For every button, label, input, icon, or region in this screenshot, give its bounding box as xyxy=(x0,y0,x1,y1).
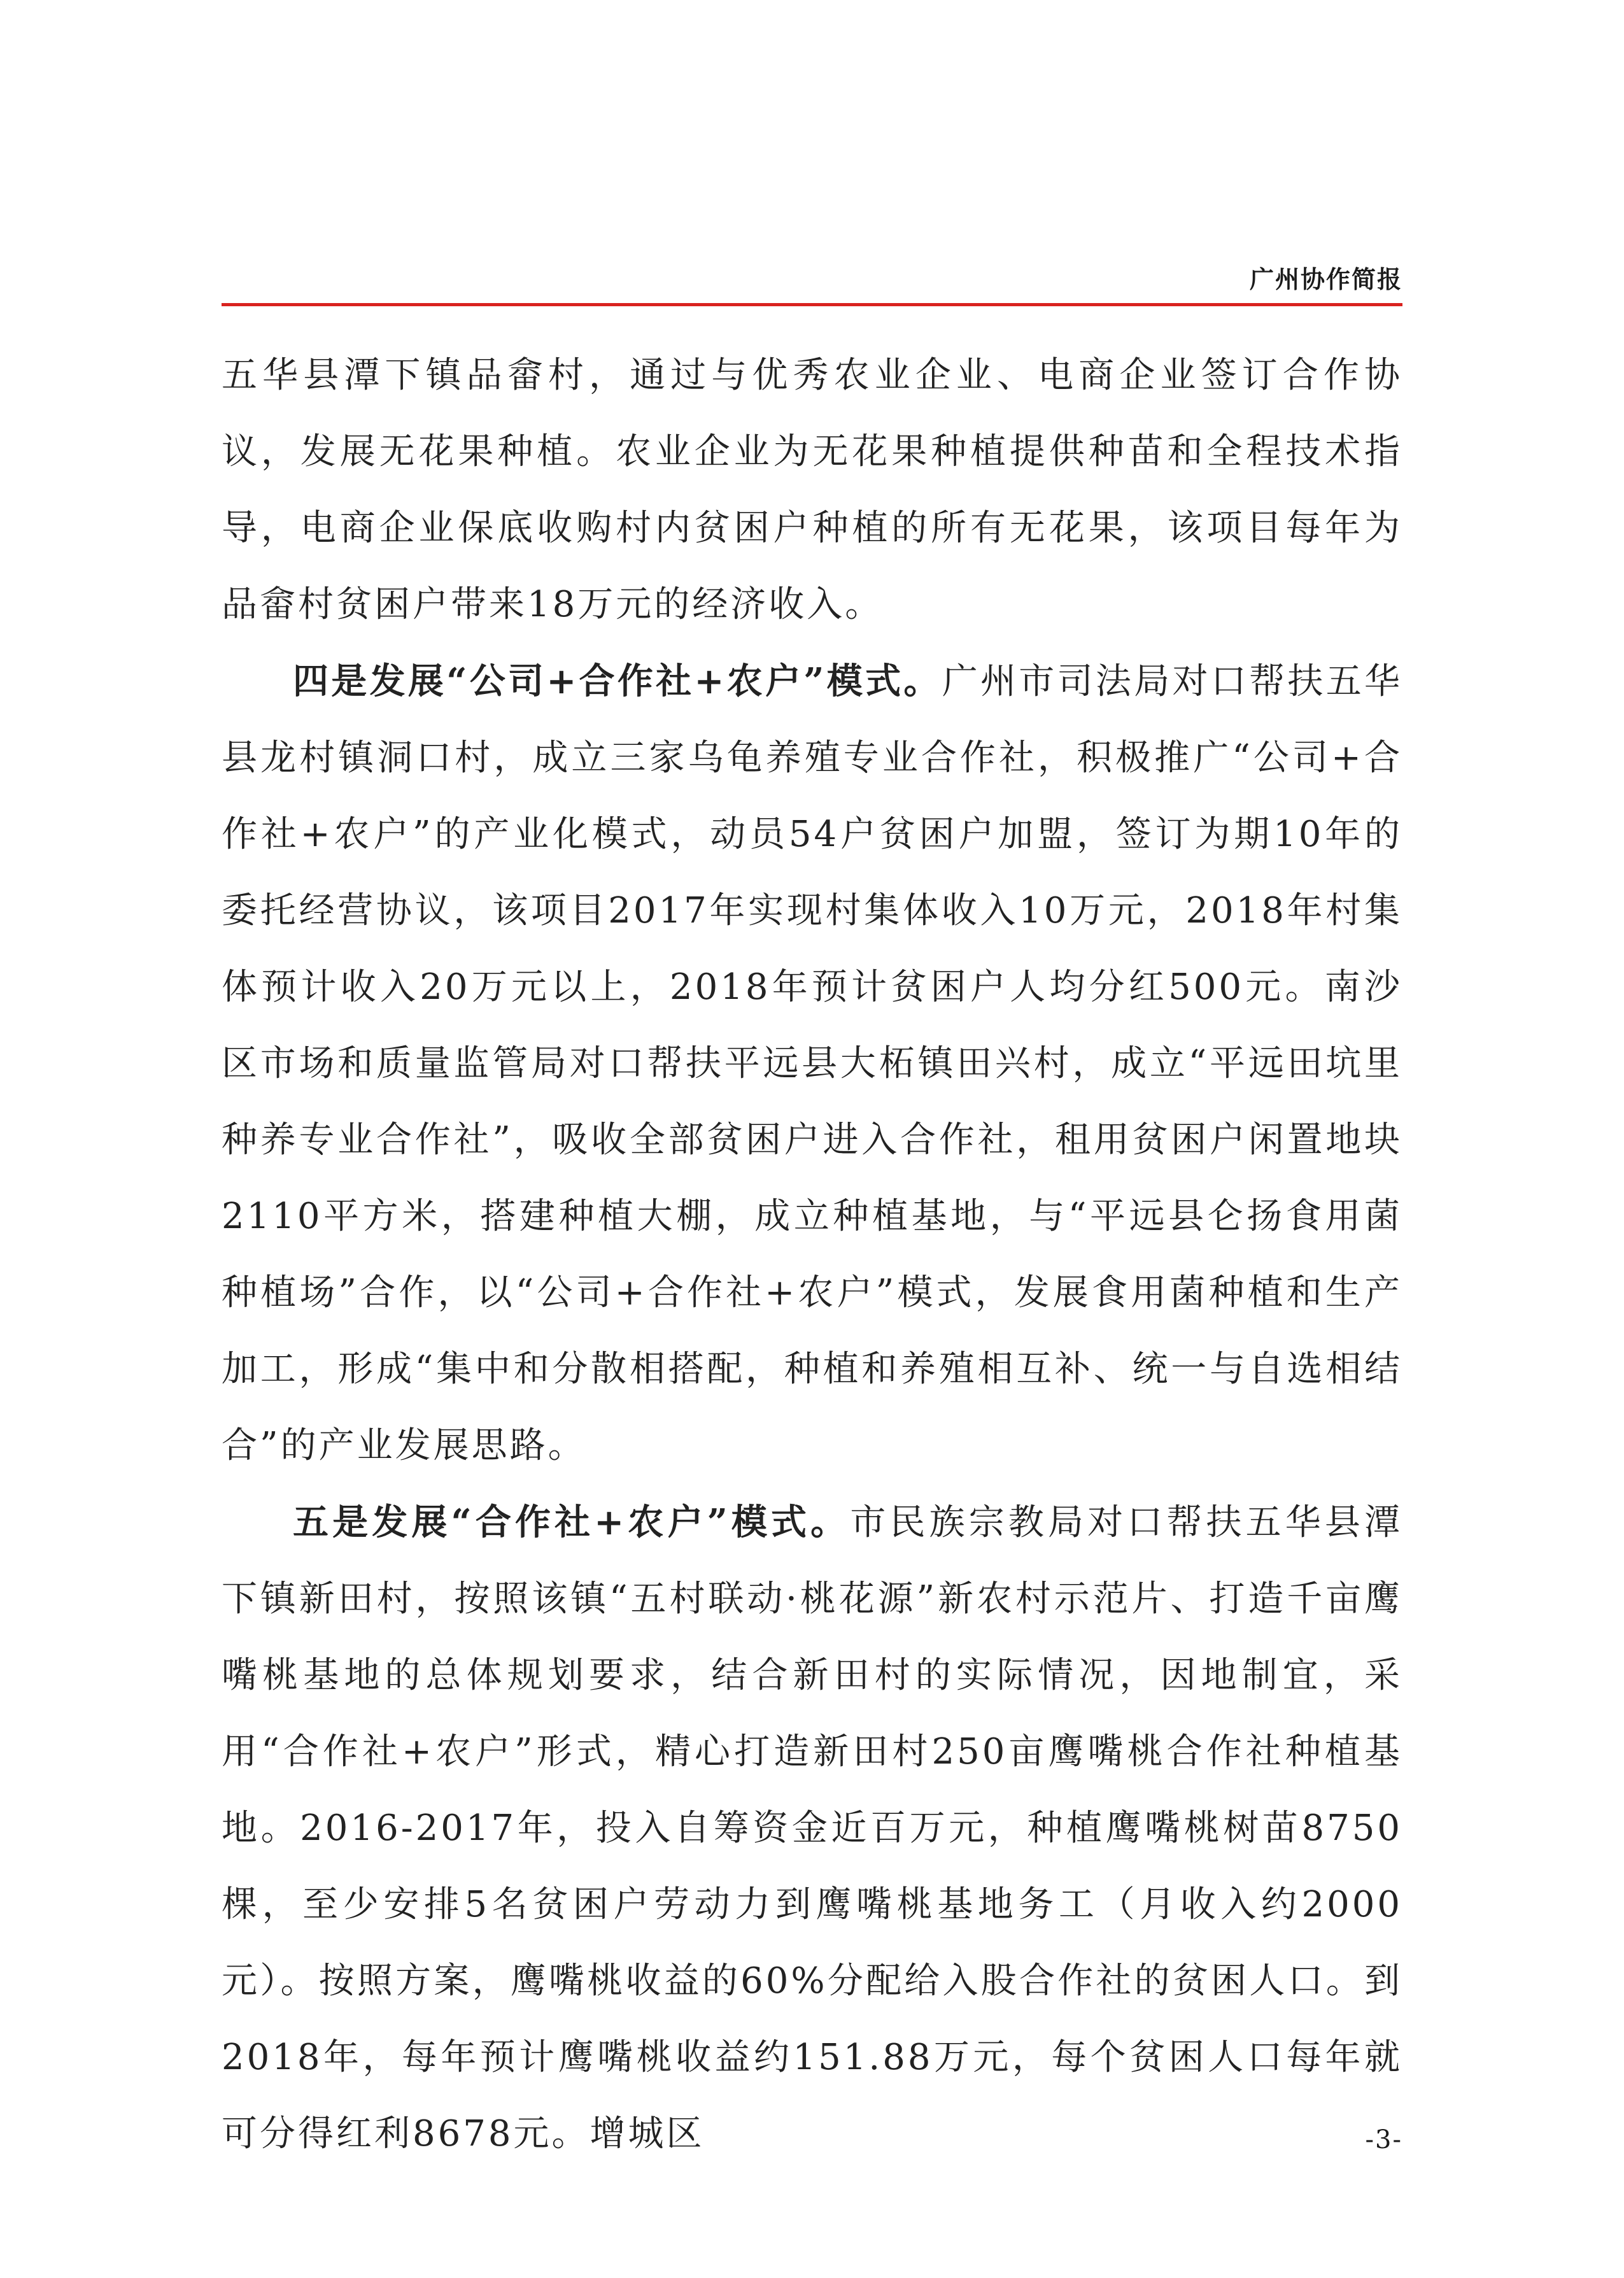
paragraph-text: 五华县潭下镇品畲村，通过与优秀农业企业、电商企业签订合作协议，发展无花果种植。农业企业为无花果种植提供种苗和全程技术指导，电商企业保底收购村内贫困户种植的所有无花果，该项目每年为品畲村贫困户带来18万元的经济收入。 xyxy=(222,355,1402,625)
paragraph-text: 市民族宗教局对口帮扶五华县潭下镇新田村，按照该镇“五村联动·桃花源”新农村示范片、打造千亩鹰嘴桃基地的总体规划要求，结合新田村的实际情况，因地制宜，采用“合作社+农户”形式，精心打造新田村250亩鹰嘴桃合作社种植基地。2016-2017年，投入自筹资金近百万元，种植鹰嘴桃树苗8750棵，至少安排5名贫困户劳动力到鹰嘴桃基地务工（月收入约2000元）。按照方案，鹰嘴桃收益的60%分配给入股合作社的贫困人口。到2018年，每年预计鹰嘴桃收益约151.88万元，每个贫困人口每年就可分得红利8678元。增城区 xyxy=(222,1502,1403,2154)
page-number: -3- xyxy=(1365,2125,1402,2154)
paragraph-text: 广州市司法局对口帮扶五华县龙村镇洞口村，成立三家乌龟养殖专业合作社，积极推广“公司+合作社+农户”的产业化模式，动员54户贫困户加盟，签订为期10年的委托经营协议，该项目2017年实现村集体收入10万元，2018年村集体预计收入20万元以上，2018年预计贫困户人均分红500元。南沙区市场和质量监管局对口帮扶平远县大柘镇田兴村，成立“平远田坑里种养专业合作社”，吸收全部贫困户进入合作社，租用贫困户闲置地块2110平方米，搭建种植大棚，成立种植基地，与“平远县仑扬食用菌种植场”合作，以“公司+合作社+农户”模式，发展食用菌种植和生产加工，形成“集中和分散相搭配，种植和养殖相互补、统一与自选相结合”的产业发展思路。 xyxy=(222,661,1403,1466)
paragraph-lead: 五是发展“合作社+农户”模式。 xyxy=(293,1501,851,1543)
paragraph-continuation xyxy=(222,337,1402,643)
paragraph-cooperative-farmer xyxy=(222,1484,1402,2172)
document-body xyxy=(222,337,1402,2172)
paragraph-lead: 四是发展“公司+合作社+农户”模式。 xyxy=(293,660,942,702)
header-title: 广州协作简报 xyxy=(1249,265,1402,294)
paragraph-company-cooperative-farmer xyxy=(222,643,1402,1484)
header-divider xyxy=(222,303,1402,306)
